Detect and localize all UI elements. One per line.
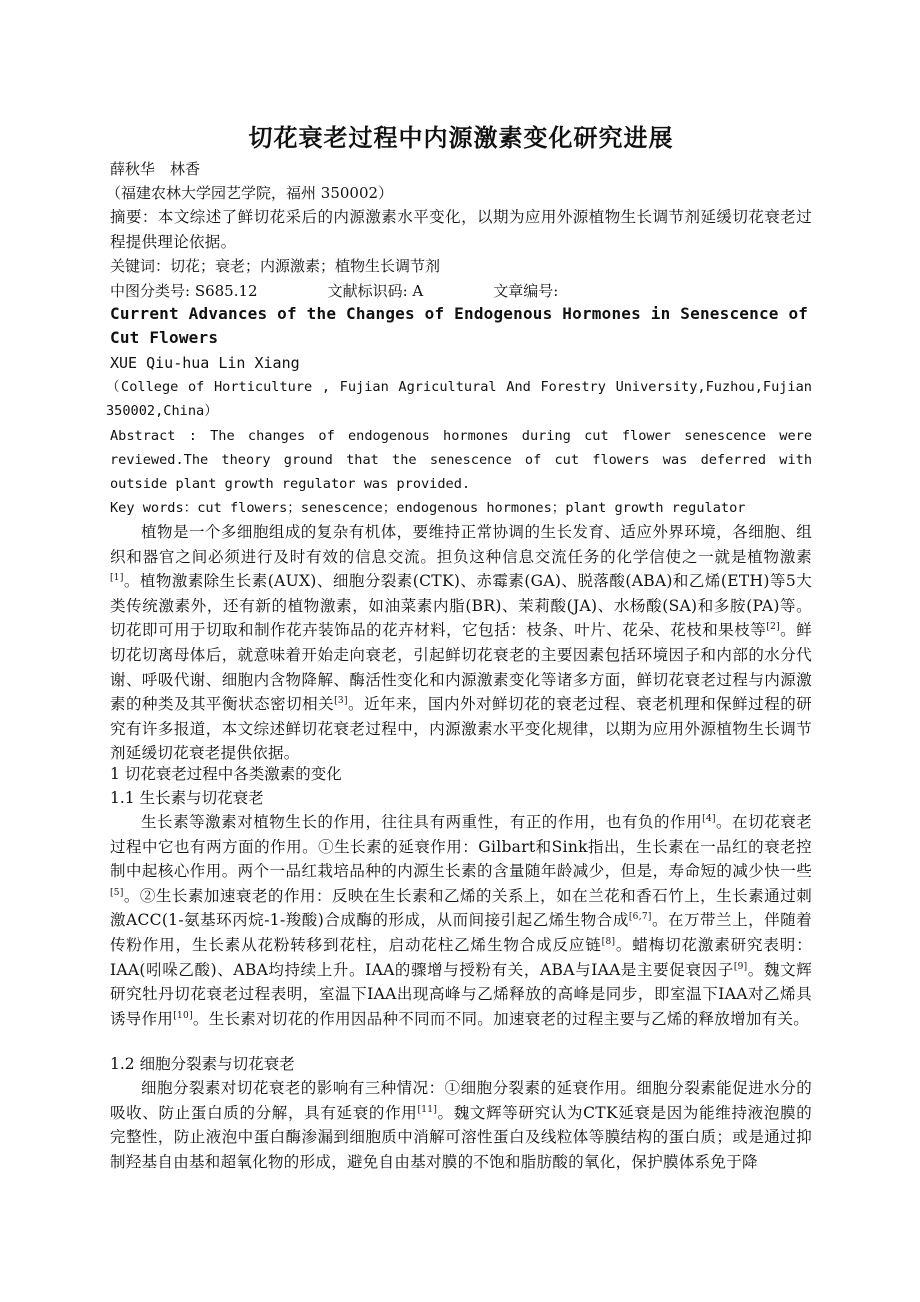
citation-ref: [5] xyxy=(110,887,124,898)
section-1-heading: 1 切花衰老过程中各类激素的变化 xyxy=(110,765,342,783)
auxin-text-2: 。在切花衰老过程中它也有两方面的作用。①生长素的延衰作用：Gilbart和Sink指出，生长素在一品红的衰老控制中起核心作用。两个一品红栽培品种的内源生长素的含量随年龄减少，但是，寿命短的减少快一些 xyxy=(110,813,812,881)
auxin-paragraph xyxy=(110,810,812,1031)
auxin-text-6: 。魏文辉研究牡丹切花衰老过程表明，室温下IAA出现高峰与乙烯释放的高峰是同步，即室温下IAA对乙烯具诱导作用 xyxy=(110,960,812,1028)
keywords-cn: 关键词：切花；衰老；内源激素；植物生长调节剂 xyxy=(110,257,441,275)
abstract-en: Abstract : The changes of endogenous hormones during cut flower senescence were reviewed.The theory ground that the senescence of cut flowers was deferred with outside plant growth regulator was provided. xyxy=(110,428,812,492)
citation-ref: [1] xyxy=(110,573,124,584)
citation-ref: [10] xyxy=(173,1010,193,1021)
clc-number: 中图分类号: S685.12 xyxy=(110,282,258,300)
english-title: Current Advances of the Changes of Endogenous Hormones in Senescence of Cut Flowers xyxy=(110,304,809,347)
citation-ref: [2] xyxy=(766,622,780,633)
auxin-text-4: 。在万带兰上，伴随着传粉作用，生长素从花粉转移到花柱，启动花柱乙烯生物合成反应链 xyxy=(110,911,812,954)
auxin-text-5: 。蜡梅切花激素研究表明：IAA(吲哚乙酸)、ABA均持续上升。IAA的骤增与授粉有关，ABA与IAA是主要促衰因子 xyxy=(110,935,812,979)
keywords-en: Key words：cut flowers；senescence；endogenous hormones；plant growth regulator xyxy=(110,500,746,516)
authors-cn: 薛秋华 林香 xyxy=(110,160,201,178)
intro-text-4: 。近年来，国内外对鲜切花的衰老过程、衰老机理和保鲜过程的研究有许多报道，本文综述鲜切花衰老过程中，内源激素水平变化规律，以期为应用外源植物生长调节剂延缓切花衰老提供依据。 xyxy=(110,695,813,763)
classification-line xyxy=(110,279,558,303)
affiliation-en: （College of Horticulture , Fujian Agricultural And Forestry University,Fuzhou,Fujian 350002,China） xyxy=(106,379,812,419)
citation-ref: [9] xyxy=(733,961,748,972)
citation-ref: [11] xyxy=(417,1104,438,1115)
auxin-text-1: 生长素等激素对植物生长的作用，往往具有两重性，有正的作用，也有负的作用 xyxy=(141,813,703,831)
auxin-text-3: 。②生长素加速衰老的作用：反映在生长素和乙烯的关系上，如在兰花和香石竹上，生长素通过刺激ACC(1-氨基环丙烷-1-羧酸)合成酶的形成，从而间接引起乙烯生物合成 xyxy=(110,886,812,930)
cytokinin-paragraph xyxy=(110,1076,812,1174)
affiliation-cn: （福建农林大学园艺学院，福州 350002） xyxy=(106,184,394,202)
citation-ref: [3] xyxy=(334,696,348,707)
document-code: 文献标识码: A xyxy=(327,282,424,300)
authors-en: XUE Qiu-hua Lin Xiang xyxy=(110,354,300,372)
intro-text-3: 。鲜切花切离母体后，就意味着开始走向衰老，引起鲜切花衰老的主要因素包括环境因子和内部的水分代谢、呼吸代谢、细胞内含物降解、酶活性变化和内源激素变化等诸多方面，鲜切花衰老过程与内源激素的种类及其平衡状态密切相关 xyxy=(110,621,812,714)
section-1-2-heading: 1.2 细胞分裂素与切花衰老 xyxy=(110,1055,295,1073)
article-number: 文章编号: xyxy=(493,282,559,300)
intro-text-2: 。植物激素除生长素(AUX)、细胞分裂素(CTK)、赤霉素(GA)、脱落酸(ABA)和乙烯(ETH)等5大类传统激素外，还有新的植物激素，如油菜素内脂(BR)、茉莉酸(JA)、水杨酸(SA)和多胺(PA)等。切花即可用于切取和制作花卉装饰品的花卉材料，它包括：枝条、叶片、花朵、花枝和果枝等 xyxy=(110,572,812,640)
auxin-text-7: 。生长素对切花的作用因品种不同而不同。加速衰老的过程主要与乙烯的释放增加有关。 xyxy=(192,1009,810,1028)
paper-title: 切花衰老过程中内源激素变化研究进展 xyxy=(248,124,674,152)
citation-ref: [4] xyxy=(702,814,716,824)
citation-ref: [8] xyxy=(601,936,616,947)
abstract-cn: 摘要：本文综述了鲜切花采后的内源激素水平变化，以期为应用外源植物生长调节剂延缓切花衰老过程提供理论依据。 xyxy=(110,208,812,251)
section-1-1-heading: 1.1 生长素与切花衰老 xyxy=(110,789,264,807)
ctk-text-1: 细胞分裂素对切花衰老的影响有三种情况：①细胞分裂素的延衰作用。细胞分裂素能促进水分的吸收、防止蛋白质的分解，具有延衰的作用 xyxy=(110,1079,812,1122)
ctk-text-2: 。魏文辉等研究认为CTK延衰是因为能维持液泡膜的完整性，防止液泡中蛋白酶渗漏到细胞质中消解可溶性蛋白及线粒体等膜结构的蛋白质；或是通过抑制羟基自由基和超氧化物的形成，避免自由基对膜的不饱和脂肪酸的氧化，保护膜体系免于降 xyxy=(110,1103,813,1171)
citation-ref: [6,7] xyxy=(628,912,652,923)
intro-text-1: 植物是一个多细胞组成的复杂有机体，要维持正常协调的生长发育、适应外界环境，各细胞、组织和器官之间必须进行及时有效的信息交流。担负这种信息交流任务的化学信使之一就是植物激素 xyxy=(110,523,812,566)
intro-paragraph xyxy=(110,520,812,766)
